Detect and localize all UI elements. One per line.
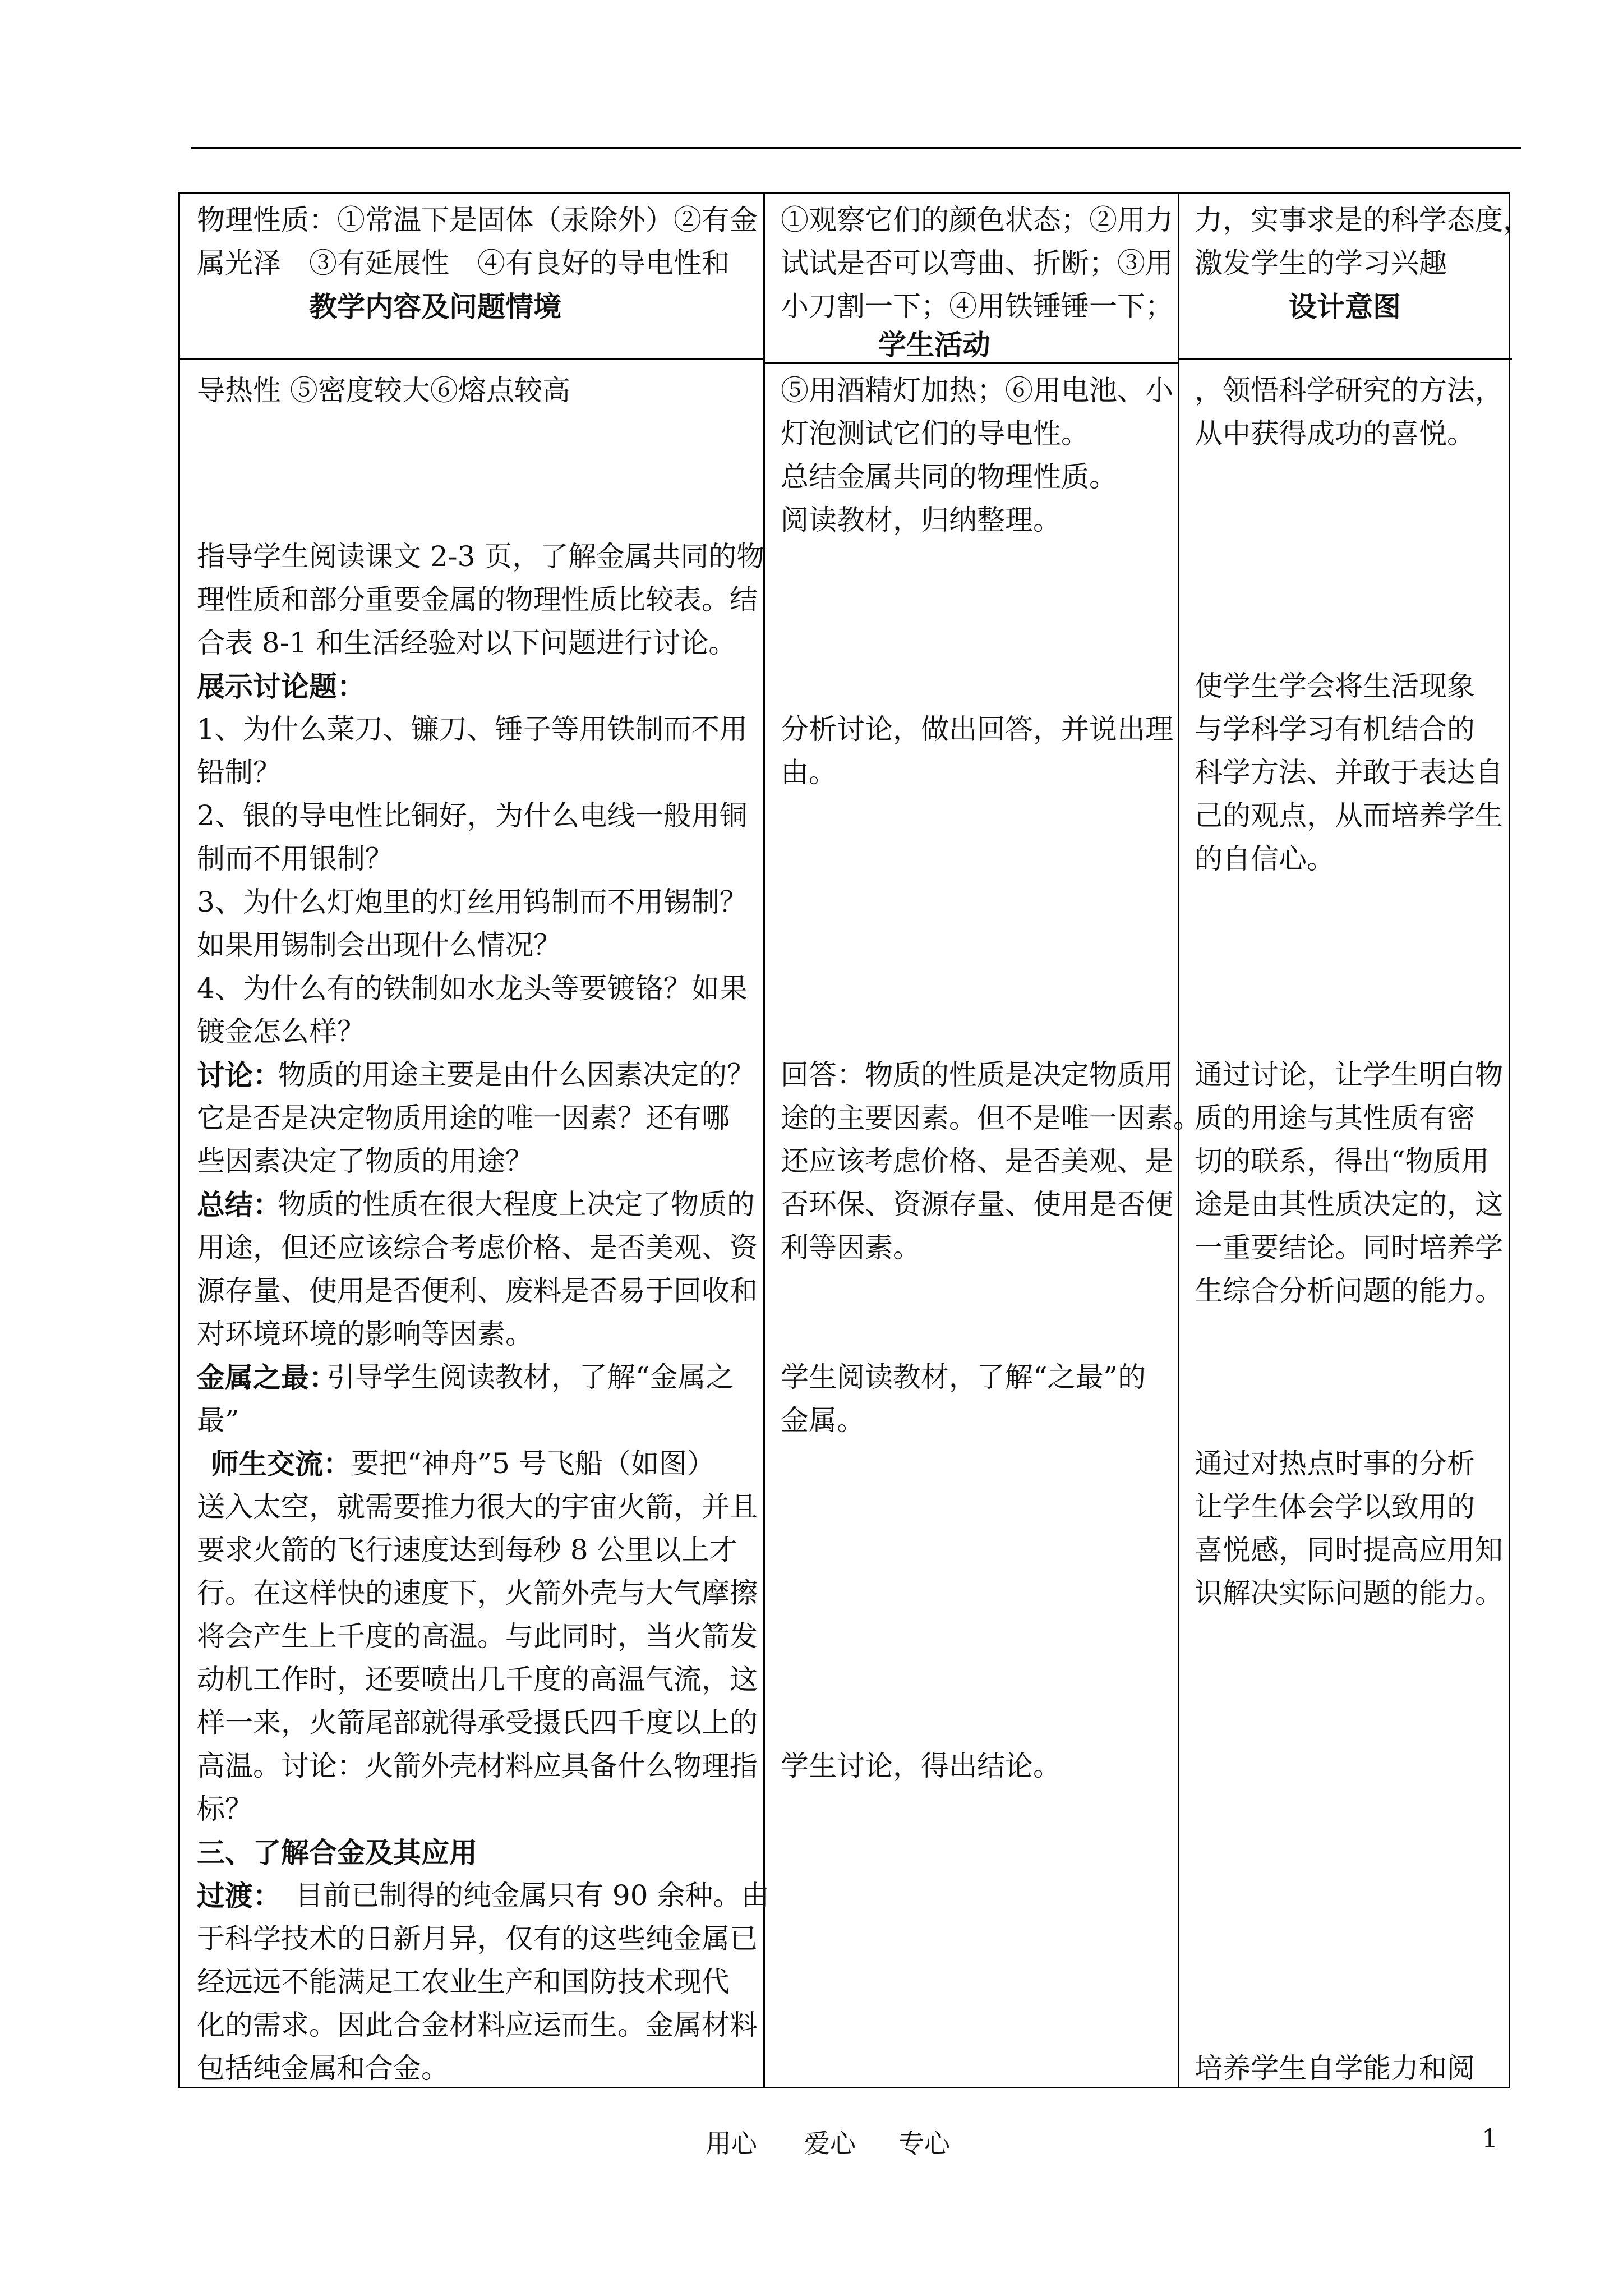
intent-line: 识解决实际问题的能力。 [1195, 1577, 1503, 1609]
intent-line: 质的用途与其性质有密 [1195, 1102, 1475, 1134]
footer-motto-right: 专心 [898, 2128, 950, 2159]
content-line: 物理性质：①常温下是固体（汞除外）②有金 [197, 204, 758, 236]
header-intent: 设计意图 [1289, 290, 1401, 323]
content-line: 样一来，火箭尾部就得承受摄氏四千度以上的 [197, 1706, 758, 1739]
content-line: 2、银的导电性比铜好，为什么电线一般用铜 [197, 799, 748, 832]
intent-line: 切的联系，得出“物质用 [1195, 1145, 1490, 1177]
content-label: 总结： [197, 1188, 281, 1221]
content-line: 属光泽 ③有延展性 ④有良好的导电性和 [197, 247, 730, 279]
content-line: 源存量、使用是否便利、废料是否易于回收和 [197, 1274, 758, 1307]
header-content: 教学内容及问题情境 [309, 290, 561, 323]
row-divider [1178, 358, 1512, 360]
activity-line: 还应该考虑价格、是否美观、是 [781, 1145, 1173, 1177]
intent-line: 的自信心。 [1195, 843, 1335, 875]
content-line: 展示讨论题： [197, 670, 365, 703]
intent-line: 从中获得成功的喜悦。 [1195, 417, 1475, 450]
intent-line: 途是由其性质决定的，这 [1195, 1188, 1503, 1221]
content-line: 物质的用途主要是由什么因素决定的？ [278, 1059, 755, 1091]
footer-motto-left: 用心 [706, 2128, 757, 2159]
intent-line: 培养学生自学能力和阅 [1195, 2052, 1475, 2085]
content-line: 镀金怎么样？ [197, 1015, 365, 1048]
activity-line: 阅读教材，归纳整理。 [781, 504, 1061, 536]
content-line: 物质的性质在很大程度上决定了物质的 [278, 1188, 755, 1221]
content-label: 讨论： [197, 1059, 281, 1092]
activity-line: 试试是否可以弯曲、折断；③用 [781, 247, 1173, 279]
content-line: 要把“神舟”5 号飞船（如图） [351, 1447, 715, 1480]
content-line: 它是否是决定物质用途的唯一因素？还有哪 [197, 1102, 730, 1134]
intent-line: 通过对热点时事的分析 [1195, 1447, 1475, 1480]
intent-line: 科学方法、并敢于表达自 [1195, 756, 1503, 789]
activity-line: 途的主要因素。但不是唯一因素。 [781, 1102, 1201, 1134]
content-line: 引导学生阅读教材，了解“金属之 [327, 1361, 734, 1393]
content-line: 导热性 ⑤密度较大⑥熔点较高 [197, 374, 570, 407]
row-divider [180, 358, 763, 360]
content-label: 金属之最： [197, 1361, 337, 1394]
intent-line: 喜悦感，同时提高应用知 [1195, 1534, 1503, 1566]
lesson-table [178, 192, 1531, 2088]
content-line: 标？ [197, 1793, 253, 1825]
content-line: 制而不用银制？ [197, 843, 393, 875]
footer-motto-middle: 爱心 [804, 2128, 856, 2159]
content-line: 化的需求。因此合金材料应运而生。金属材料 [197, 2009, 758, 2041]
activity-line: 灯泡测试它们的导电性。 [781, 417, 1089, 450]
activity-line: 总结金属共同的物理性质。 [781, 461, 1117, 493]
intent-line: 使学生学会将生活现象 [1195, 670, 1475, 702]
content-line: 3、为什么灯炮里的灯丝用钨制而不用锡制？ [197, 886, 748, 918]
content-line: 对环境环境的影响等因素。 [197, 1318, 533, 1350]
content-line: 1、为什么菜刀、镰刀、锤子等用铁制而不用 [197, 713, 748, 746]
intent-line: 生综合分析问题的能力。 [1195, 1274, 1503, 1307]
intent-line: 一重要结论。同时培养学 [1195, 1231, 1503, 1264]
content-line: 理性质和部分重要金属的物理性质比较表。结 [197, 583, 758, 616]
column-divider [1178, 194, 1179, 2087]
column-divider [763, 194, 765, 2087]
section-heading: 三、了解合金及其应用 [197, 1836, 477, 1869]
activity-line: 分析讨论，做出回答，并说出理 [781, 713, 1173, 746]
content-line: 要求火箭的飞行速度达到每秒 8 公里以上才 [197, 1534, 737, 1566]
content-line: 行。在这样快的速度下，火箭外壳与大气摩擦 [197, 1577, 758, 1609]
intent-line: 与学科学习有机结合的 [1195, 713, 1475, 746]
activity-line: ⑤用酒精灯加热；⑥用电池、小 [781, 374, 1173, 407]
content-line: 指导学生阅读课文 2-3 页，了解金属共同的物 [197, 540, 765, 573]
activity-line: 利等因素。 [781, 1231, 921, 1264]
activity-line: 金属。 [781, 1404, 865, 1437]
content-line: 包括纯金属和合金。 [197, 2052, 449, 2085]
activity-line: ①观察它们的颜色状态；②用力 [781, 204, 1173, 236]
intent-line: 让学生体会学以致用的 [1195, 1490, 1475, 1523]
activity-line: 由。 [781, 756, 837, 789]
intent-line: 力，实事求是的科学态度， [1195, 204, 1531, 236]
content-line: 送入太空，就需要推力很大的宇宙火箭，并且 [197, 1490, 758, 1523]
activity-line: 学生阅读教材，了解“之最”的 [781, 1361, 1146, 1393]
intent-line: 激发学生的学习兴趣 [1195, 247, 1447, 279]
content-line: 如果用锡制会出现什么情况？ [197, 929, 561, 961]
content-line: 合表 8-1 和生活经验对以下问题进行讨论。 [197, 627, 737, 659]
activity-line: 否环保、资源存量、使用是否便 [781, 1188, 1173, 1221]
intent-line: 通过讨论，让学生明白物 [1195, 1059, 1503, 1091]
intent-line: ，领悟科学研究的方法， [1195, 374, 1503, 407]
activity-line: 小刀割一下；④用铁锤锤一下； [781, 290, 1173, 323]
page-number: 1 [1482, 2123, 1498, 2154]
content-label: 师生交流： [211, 1447, 351, 1480]
content-line: 铅制？ [197, 756, 281, 789]
intent-line: 己的观点，从而培养学生 [1195, 799, 1503, 832]
content-line: 于科学技术的日新月异，仅有的这些纯金属已 [197, 1922, 758, 1955]
content-line: 最” [197, 1404, 239, 1437]
content-line: 将会产生上千度的高温。与此同时，当火箭发 [197, 1620, 758, 1653]
content-line: 用途，但还应该综合考虑价格、是否美观、资 [197, 1231, 758, 1264]
content-line: 经远远不能满足工农业生产和国防技术现代 [197, 1966, 730, 1998]
content-line: 动机工作时，还要喷出几千度的高温气流，这 [197, 1663, 758, 1696]
header-rule [191, 147, 1521, 149]
content-label: 过渡： [197, 1879, 281, 1912]
content-line: 4、为什么有的铁制如水龙头等要镀铬？如果 [197, 972, 748, 1005]
content-line: 高温。讨论：火箭外壳材料应具备什么物理指 [197, 1750, 758, 1782]
activity-line: 回答：物质的性质是决定物质用 [781, 1059, 1173, 1091]
content-line: 些因素决定了物质的用途？ [197, 1145, 533, 1177]
content-line: 目前已制得的纯金属只有 90 余种。由 [295, 1879, 769, 1912]
header-activity: 学生活动 [878, 328, 990, 361]
activity-line: 学生讨论，得出结论。 [781, 1750, 1061, 1782]
